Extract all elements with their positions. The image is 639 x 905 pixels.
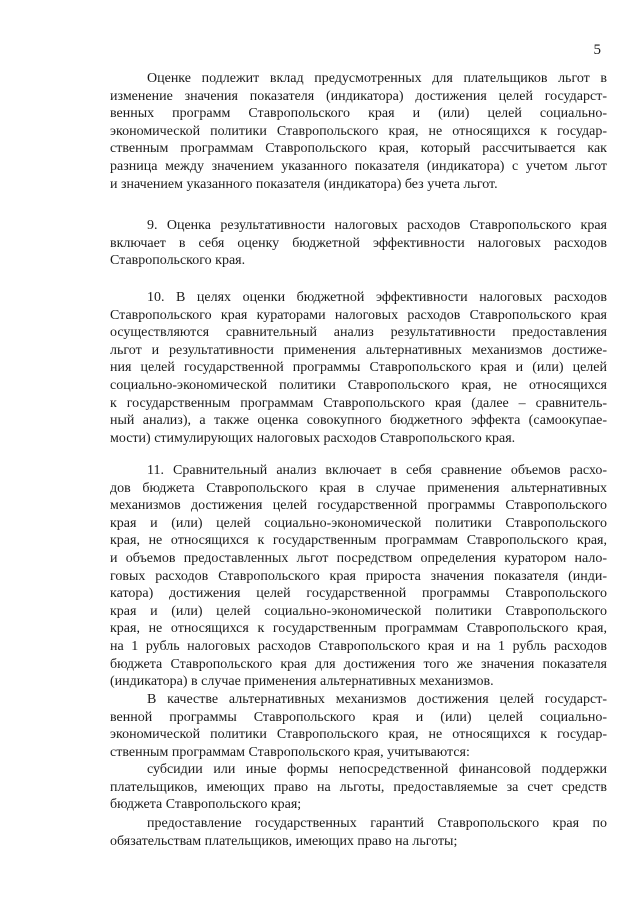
paragraph-subsidies [110, 761, 607, 814]
text-line: катора) достижения целей государственной программы Ставропольского [110, 586, 607, 602]
text-line: механизмов достижения целей государственной программы Ставропольского [110, 498, 607, 514]
text-line: включает в себя оценку бюджетной эффективности налоговых расходов [110, 235, 607, 251]
text-line: бюджета Ставропольского края; [110, 797, 302, 813]
text-line: края, не относящихся к государственным программам Ставропольского края, [110, 621, 607, 637]
text-line: края и (или) целей социально-экономической политики Ставропольского [110, 603, 607, 619]
text-line: дов бюджета Ставропольского края в случае применения альтернативных [110, 480, 607, 496]
text-line: и значением указанного показателя (индикатора) без учета льгот. [110, 176, 498, 192]
text-line: экономической политики Ставропольского края, не относящихся к государ- [110, 727, 607, 743]
text-line: 11. Сравнительный анализ включает в себя сравнение объемов расхо- [147, 463, 607, 478]
paragraph-state-guarantees [110, 815, 607, 850]
text-line: осуществляются сравнительный анализ результативности предоставления [110, 325, 607, 341]
text-line: предоставление государственных гарантий Ставропольского края по [147, 816, 607, 831]
text-line: говых расходов Ставропольского края прироста значения показателя (инди- [110, 568, 607, 584]
text-line: разница между значением указанного показателя (индикатора) с учетом льгот [110, 158, 607, 174]
text-line: к государственным программам Ставропольского края (далее – сравнитель- [110, 395, 607, 411]
paragraph-item-10 [110, 289, 607, 447]
text-line: на 1 рубль налоговых расходов Ставропольского края и на 1 рубль расходов [110, 638, 607, 654]
text-line: венных программ Ставропольского края и (или) целей социально- [110, 106, 607, 122]
text-line: (индикатора) в случае применения альтернативных механизмов. [110, 674, 494, 690]
text-line: края и (или) целей социально-экономической политики Ставропольского [110, 515, 607, 531]
text-line: Ставропольского края. [110, 253, 246, 269]
text-line: 9. Оценка результативности налоговых расходов Ставропольского края [147, 218, 607, 233]
text-line: Оценке подлежит вклад предусмотренных для плательщиков льгот в [147, 71, 607, 86]
text-line: края, не относящихся к государственным программам Ставропольского края, [110, 533, 607, 549]
paragraph-item-9 [110, 217, 607, 270]
text-line: ния целей государственной программы Ставропольского края и (или) целей [110, 360, 607, 376]
text-line: обязательствам плательщиков, имеющих право на льготы; [110, 833, 458, 849]
text-line: мости) стимулирующих налоговых расходов Ставропольского края. [110, 430, 516, 446]
text-line: бюджета Ставропольского края для достижения того же значения показателя [110, 656, 607, 672]
text-line: ный анализ), а также оценка совокупного бюджетного эффекта (самоокупае- [110, 413, 607, 429]
text-line: экономической политики Ставропольского края, не относящихся к государ- [110, 123, 607, 139]
text-line: В качестве альтернативных механизмов достижения целей государст- [147, 692, 607, 707]
paragraph-contribution-assessment [110, 70, 607, 193]
paragraph-alternative-mechanisms [110, 691, 607, 761]
text-line: 10. В целях оценки бюджетной эффективности налоговых расходов [147, 290, 607, 305]
text-line: венной программы Ставропольского края и (или) целей социально- [110, 709, 607, 725]
text-line: субсидии или иные формы непосредственной финансовой поддержки [147, 762, 607, 777]
page-number: 5 [593, 42, 601, 58]
text-line: изменение значения показателя (индикатора) достижения целей государст- [110, 88, 607, 104]
text-line: ственным программам Ставропольского края, который рассчитывается как [110, 141, 607, 157]
text-line: плательщиков, имеющих право на льготы, предоставляемые за счет средств [110, 779, 607, 795]
text-line: социально-экономической политики Ставропольского края, не относящихся [110, 377, 607, 393]
text-line: и объемов предоставленных льгот посредством определения куратором нало- [110, 550, 607, 566]
text-line: Ставропольского края кураторами налоговых расходов Ставропольского края [110, 307, 607, 323]
text-line: льгот и результативности применения альтернативных механизмов достиже- [110, 342, 607, 358]
text-line: ственным программам Ставропольского края, учитываются: [110, 744, 470, 760]
paragraph-item-11 [110, 462, 607, 691]
